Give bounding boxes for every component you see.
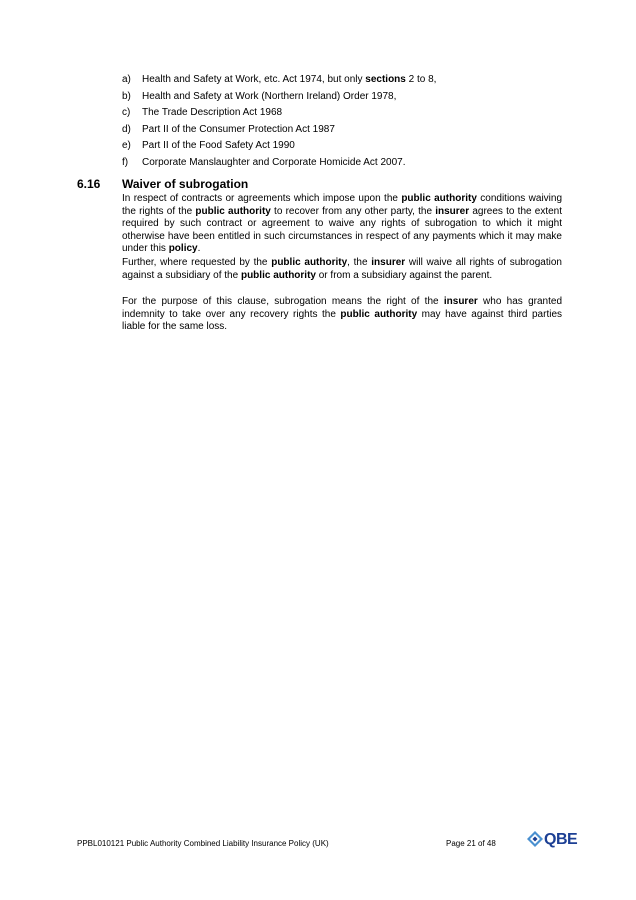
list-marker: e): [122, 140, 131, 152]
section-title: Waiver of subrogation: [122, 177, 249, 191]
list-item: [122, 122, 562, 139]
list-item-text: Corporate Manslaughter and Corporate Homicide Act 2007.: [142, 156, 406, 168]
paragraph-subsidiary: Further, where requested by the public authority, the insurer will waive all rights of subrogation against a subsidiary of the public authority or from a subsidiary against the parent.: [122, 257, 562, 281]
section-number: 6.16: [77, 177, 101, 191]
footer-doc-reference: PPBL010121 Public Authority Combined Liability Insurance Policy (UK): [77, 839, 329, 848]
list-item-text: Health and Safety at Work (Northern Ireland) Order 1978,: [142, 90, 397, 102]
list-item: [122, 105, 562, 122]
list-item-text: Health and Safety at Work, etc. Act 1974, but only sections 2 to 8,: [142, 74, 437, 85]
list-item: [122, 155, 562, 172]
list-marker: c): [122, 107, 131, 119]
list-marker: b): [122, 90, 131, 102]
qbe-logo-icon: [527, 831, 543, 847]
list-marker: a): [122, 74, 131, 85]
list-item: [122, 72, 562, 89]
list-item: [122, 89, 562, 106]
exclusion-acts-list: [122, 72, 562, 172]
list-item-text: The Trade Description Act 1968: [142, 107, 283, 119]
qbe-logo: [527, 830, 579, 852]
footer-page-number: Page 21 of 48: [446, 839, 496, 848]
paragraph-definition: For the purpose of this clause, subrogation means the right of the insurer who has granted indemnity to take over any recovery rights the public authority may have against third parties liable for the same loss.: [122, 296, 563, 332]
list-item-text: Part II of the Consumer Protection Act 1987: [142, 123, 335, 135]
list-item-text: Part II of the Food Safety Act 1990: [142, 140, 295, 152]
list-marker: d): [122, 123, 131, 135]
list-marker: f): [122, 156, 129, 168]
paragraph-contracts: In respect of contracts or agreements which impose upon the public authority conditions waiving the rights of the public authority to recover from any other party, the insurer agrees to the extent required by such contract or agreement to waive any rights of subrogation to which it might otherwise have been entitled in such circumstances in respect of any payments which it may make under this policy.: [122, 193, 563, 254]
qbe-logo-text: QBE: [544, 831, 578, 848]
list-item: [122, 138, 562, 155]
